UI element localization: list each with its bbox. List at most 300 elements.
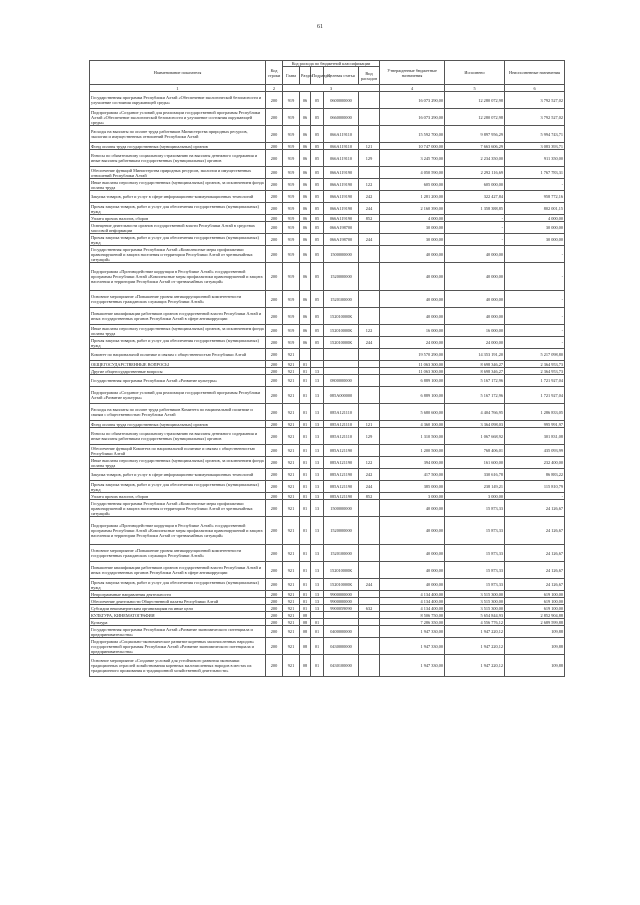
row-expense-type: 122 [359, 325, 380, 337]
row-executed: 12 280 072,98 [445, 92, 505, 109]
table-row [90, 493, 565, 500]
row-target-article: 085A121190 [324, 457, 359, 469]
col-header-approved: Утвержденные бюджетные назначения [380, 61, 445, 85]
row-expense-type [359, 598, 380, 605]
table-row [90, 234, 565, 246]
row-subsection: 01 [311, 638, 324, 655]
row-approved: 394 000,00 [380, 457, 445, 469]
row-expense-type: 244 [359, 203, 380, 215]
row-section: 01 [300, 421, 311, 428]
table-row [90, 215, 565, 222]
row-expense-type [359, 562, 380, 579]
row-section: 06 [300, 308, 311, 325]
row-target-article: 066A119110 [324, 126, 359, 143]
row-line-code: 200 [266, 92, 283, 109]
row-unexecuted: 1 721 927,04 [505, 387, 565, 404]
row-approved: 40 000,00 [380, 308, 445, 325]
row-unexecuted: 4 000,00 [505, 215, 565, 222]
row-expense-type [359, 349, 380, 361]
row-target-article: 085A000000 [324, 387, 359, 404]
table-row [90, 421, 565, 428]
row-unexecuted: 2 364 953,73 [505, 368, 565, 375]
row-chapter: 919 [283, 167, 300, 179]
col-header-line-code: Код строки [266, 61, 283, 85]
row-expense-type [359, 445, 380, 457]
row-name: Повышение квалификации работников органов государственной власти Республики Алтай и иных государственных органов Республики Алтай в сфере антикоррупции [90, 308, 266, 325]
row-section: 06 [300, 143, 311, 150]
row-executed: 40 000,00 [445, 246, 505, 263]
row-executed: 40 000,00 [445, 263, 505, 291]
row-name: Прочая закупка товаров, работ и услуг для обеспечения государственных (муниципальных) нужд [90, 203, 266, 215]
row-name: Прочая закупка товаров, работ и услуг для обеспечения государственных (муниципальных) нужд [90, 579, 266, 591]
row-section: 01 [300, 562, 311, 579]
row-name: Иные выплаты персоналу государственных (муниципальных) органов, за исключением фонда оплаты труда [91, 179, 264, 190]
row-subsection: 13 [311, 421, 324, 428]
row-subsection [311, 361, 324, 368]
row-line-code: 200 [266, 361, 283, 368]
row-subsection: 05 [311, 337, 324, 349]
row-chapter: 919 [283, 150, 300, 167]
row-target-article: 085A121190 [324, 493, 359, 500]
row-line-code: 200 [266, 222, 283, 234]
row-chapter: 921 [283, 605, 300, 612]
row-name: Основное мероприятие «Повышение уровня антикоррупционной компетентности государственных гражданских служащих Республики Алтай» [90, 291, 266, 308]
row-executed: 3 515 300,00 [445, 605, 505, 612]
row-name: КУЛЬТУРА, КИНЕМАТОГРАФИЯ [90, 612, 266, 619]
row-unexecuted: 619 100,00 [505, 598, 565, 605]
row-name: Государственная программа Республики Алтай «Развитие экономического потенциала и предпринимательства» [90, 626, 266, 638]
row-chapter: 921 [283, 545, 300, 562]
row-chapter: 921 [283, 349, 300, 361]
row-target-article: 9900000000 [324, 598, 359, 605]
row-name: Комитет по национальной политике и связям с общественностью Республики Алтай [90, 349, 266, 361]
row-target-article: 1500000000 [324, 500, 359, 517]
table-row [90, 150, 565, 167]
table-row [90, 325, 565, 337]
row-expense-type: 122 [359, 457, 380, 469]
row-unexecuted: 5 994 743,71 [505, 126, 565, 143]
row-section: 06 [300, 92, 311, 109]
row-executed: - [445, 222, 505, 234]
row-expense-type: 244 [359, 579, 380, 591]
row-chapter: 919 [283, 203, 300, 215]
row-line-code: 200 [266, 337, 283, 349]
row-approved: 3 245 700,00 [380, 150, 445, 167]
row-approved: 1 310 500,00 [380, 428, 445, 445]
row-expense-type [359, 517, 380, 545]
row-approved: 5 680 600,00 [380, 404, 445, 421]
table-row [90, 246, 565, 263]
row-target-article: 066A119190 [324, 215, 359, 222]
table-row [90, 481, 565, 493]
table-row [90, 457, 565, 469]
row-expense-type [359, 591, 380, 598]
table-row [90, 368, 565, 375]
col-header-name: Наименование показателя [90, 61, 266, 85]
table-row [90, 562, 565, 579]
row-expense-type [359, 387, 380, 404]
row-unexecuted: 3 083 393,71 [505, 143, 565, 150]
row-subsection: 05 [311, 191, 324, 203]
row-name: Культура [90, 619, 266, 626]
row-expense-type [359, 638, 380, 655]
row-subsection: 13 [311, 500, 324, 517]
row-target-article: 085A121110 [324, 404, 359, 421]
row-approved: 11 063 300,00 [380, 368, 445, 375]
row-executed: 8 698 346,27 [445, 368, 505, 375]
row-executed: 7 663 606,29 [445, 143, 505, 150]
row-name: Закупка товаров, работ и услуг в сфере информационно-коммуникационных технологий [90, 469, 266, 481]
row-unexecuted: - [505, 325, 565, 337]
row-unexecuted: 24 126,67 [505, 517, 565, 545]
row-line-code: 200 [266, 638, 283, 655]
row-approved: 16 000,00 [380, 325, 445, 337]
row-target-article [324, 612, 359, 619]
row-unexecuted: 24 126,67 [505, 579, 565, 591]
table-row [90, 619, 565, 626]
row-section: 08 [300, 626, 311, 638]
row-unexecuted: - [505, 179, 565, 191]
row-expense-type [359, 361, 380, 368]
table-row [90, 167, 565, 179]
row-expense-type [359, 655, 380, 677]
row-approved: 4 050 590,00 [380, 167, 445, 179]
row-approved: 4 134 400,00 [380, 591, 445, 598]
row-line-code: 200 [266, 150, 283, 167]
row-expense-type [359, 404, 380, 421]
row-line-code: 200 [266, 143, 283, 150]
row-expense-type [359, 500, 380, 517]
row-name: Подпрограмма «Создание условий для реализации государственной программы Республики Алтай «Обеспечение экологической безопасности и улучшение состояния окружающей среды» [90, 109, 266, 126]
row-executed: 2 292 116,69 [445, 167, 505, 179]
row-unexecuted: 2 852 904,88 [505, 612, 565, 619]
row-target-article: 066A119190 [324, 203, 359, 215]
row-section: 08 [300, 655, 311, 677]
row-name: Основное мероприятие «Создание условий для устойчивого развития экономики традиционных отраслей хозяйствования коренных малочисленных народов в местах их традиционного проживания и традиционной хозяйственной деятельности» [90, 655, 266, 677]
row-executed: 14 353 191,20 [445, 349, 505, 361]
row-section: 06 [300, 167, 311, 179]
row-chapter: 921 [283, 481, 300, 493]
row-unexecuted: 958 772,16 [505, 191, 565, 203]
row-section: 01 [300, 387, 311, 404]
row-expense-type [359, 291, 380, 308]
table-row [90, 579, 565, 591]
col-header-target-article: Целевая статья [324, 67, 359, 85]
row-expense-type [359, 545, 380, 562]
row-executed: - [445, 215, 505, 222]
row-approved: 40 000,00 [380, 291, 445, 308]
row-executed: 1 947 220,12 [445, 626, 505, 638]
row-executed: 12 280 072,98 [445, 109, 505, 126]
table-row [90, 517, 565, 545]
row-approved: 7 286 350,00 [380, 619, 445, 626]
row-executed: 4 404 766,95 [445, 404, 505, 421]
row-name: Непрограммные направления деятельности [90, 591, 266, 598]
row-name: Обеспечение деятельности Общественной палаты Республики Алтай [90, 598, 266, 605]
row-subsection: 05 [311, 150, 324, 167]
row-expense-type: 244 [359, 481, 380, 493]
idx-6: 6 [505, 85, 565, 92]
row-section: 06 [300, 150, 311, 167]
row-executed: 40 000,00 [445, 291, 505, 308]
row-section: 06 [300, 246, 311, 263]
row-subsection: 13 [311, 457, 324, 469]
column-index-row [90, 85, 565, 92]
row-expense-type: 242 [359, 469, 380, 481]
table-row [90, 92, 565, 109]
row-name: Повышение квалификации работников органов государственной власти Республики Алтай и иных государственных органов Республики Алтай в сфере антикоррупции [90, 562, 266, 579]
row-chapter: 921 [283, 591, 300, 598]
row-chapter: 921 [283, 517, 300, 545]
row-expense-type [359, 263, 380, 291]
row-executed: 4 556 776,12 [445, 619, 505, 626]
row-section: 06 [300, 109, 311, 126]
row-target-article: 066A198700 [324, 222, 359, 234]
row-approved: 1 281 200,00 [380, 191, 445, 203]
row-chapter: 921 [283, 612, 300, 619]
row-unexecuted: 1 721 927,04 [505, 375, 565, 387]
row-chapter: 919 [283, 325, 300, 337]
row-approved: 40 000,00 [380, 545, 445, 562]
row-section: 06 [300, 325, 311, 337]
row-subsection: 05 [311, 246, 324, 263]
row-line-code: 200 [266, 655, 283, 677]
row-section: 01 [300, 469, 311, 481]
row-target-article: 1520000000 [324, 517, 359, 545]
row-executed: 1 947 220,12 [445, 655, 505, 677]
row-line-code: 200 [266, 349, 283, 361]
col-header-subsection: Подраздел [311, 67, 324, 85]
row-approved: 605 000,00 [380, 179, 445, 191]
row-section: 08 [300, 638, 311, 655]
row-name: ОБЩЕГОСУДАРСТВЕННЫЕ ВОПРОСЫ [90, 361, 266, 368]
row-subsection: 13 [311, 517, 324, 545]
row-unexecuted: 2 364 953,73 [505, 361, 565, 368]
table-row [90, 179, 565, 191]
row-subsection: 05 [311, 179, 324, 191]
row-name: Закупка товаров, работ и услуг в сфере информационно-коммуникационных технологий [90, 191, 266, 203]
row-chapter: 921 [283, 638, 300, 655]
row-section: 01 [300, 591, 311, 598]
row-approved: 40 000,00 [380, 500, 445, 517]
row-subsection: 13 [311, 368, 324, 375]
row-subsection: 05 [311, 308, 324, 325]
table-row [90, 349, 565, 361]
row-target-article: 0800000000 [324, 375, 359, 387]
row-approved: 15 592 700,00 [380, 126, 445, 143]
row-unexecuted: - [505, 493, 565, 500]
row-approved: 11 063 300,00 [380, 361, 445, 368]
row-unexecuted: 109,88 [505, 626, 565, 638]
row-chapter: 919 [283, 246, 300, 263]
row-name: Фонд оплаты труда государственных (муниципальных) органов [90, 143, 266, 150]
row-target-article: 066A119190 [324, 167, 359, 179]
table-row [90, 361, 565, 368]
table-row [90, 598, 565, 605]
table-row [90, 638, 565, 655]
row-target-article: 085A121110 [324, 421, 359, 428]
row-expense-type: 852 [359, 215, 380, 222]
row-chapter: 921 [283, 500, 300, 517]
row-line-code: 200 [266, 445, 283, 457]
row-name: Основное мероприятие «Повышение уровня антикоррупционной компетентности государственных гражданских служащих Республики Алтай» [90, 545, 266, 562]
row-line-code: 200 [266, 481, 283, 493]
row-unexecuted: - [505, 263, 565, 291]
table-row [90, 612, 565, 619]
row-section: 01 [300, 598, 311, 605]
table-row [90, 500, 565, 517]
row-expense-type [359, 246, 380, 263]
row-approved: 3 000,00 [380, 493, 445, 500]
row-expense-type: 242 [359, 191, 380, 203]
row-target-article: 066A119110 [324, 150, 359, 167]
row-chapter: 919 [283, 215, 300, 222]
row-executed: 15 873,33 [445, 545, 505, 562]
row-section: 06 [300, 215, 311, 222]
row-executed: 24 000,00 [445, 337, 505, 349]
table-row [90, 605, 565, 612]
row-unexecuted: 435 093,99 [505, 445, 565, 457]
row-chapter: 921 [283, 361, 300, 368]
row-section: 01 [300, 545, 311, 562]
row-line-code: 200 [266, 368, 283, 375]
row-name: Взносы по обязательному социальному страхованию на выплаты денежного содержания и иные выплаты работникам государственных (муниципальных) органов [90, 150, 266, 167]
row-subsection: 01 [311, 626, 324, 638]
row-section: 06 [300, 222, 311, 234]
row-approved: 10 747 000,00 [380, 143, 445, 150]
row-subsection: 13 [311, 428, 324, 445]
row-executed: 1 947 220,12 [445, 638, 505, 655]
table-row [90, 109, 565, 126]
row-target-article: 152010000К [324, 325, 359, 337]
row-chapter: 921 [283, 626, 300, 638]
row-name: Расходы на выплаты по оплате труда работников Министерства природных ресурсов, экологии и имущественных отношений Республики Алтай [90, 126, 266, 143]
row-approved: 4 000,00 [380, 215, 445, 222]
row-chapter: 919 [283, 263, 300, 291]
row-approved: 1 200 500,00 [380, 445, 445, 457]
table-row [90, 203, 565, 215]
row-expense-type [359, 167, 380, 179]
row-executed: 16 000,00 [445, 325, 505, 337]
row-section: 08 [300, 612, 311, 619]
row-subsection: 13 [311, 387, 324, 404]
row-executed: 3 000,00 [445, 493, 505, 500]
row-name: Подпрограмма «Противодействие коррупции в Республике Алтай» государственной программы Республики Алтай «Комплексные меры профилактики правонарушений и защита населения и территории Республики Алтай от чрезвычайных ситуаций» [90, 263, 266, 291]
row-chapter: 919 [283, 222, 300, 234]
row-unexecuted: 232 400,00 [505, 457, 565, 469]
row-line-code: 200 [266, 179, 283, 191]
row-expense-type: 129 [359, 428, 380, 445]
row-line-code: 200 [266, 517, 283, 545]
row-approved: 6 889 100,00 [380, 375, 445, 387]
row-name: Иные выплаты персоналу государственных (муниципальных) органов, за исключением фонда оплаты труда [91, 325, 264, 336]
row-line-code: 200 [266, 619, 283, 626]
row-subsection: 05 [311, 222, 324, 234]
row-approved: 1 947 330,00 [380, 638, 445, 655]
row-executed: 40 000,00 [445, 308, 505, 325]
row-expense-type [359, 626, 380, 638]
row-line-code: 200 [266, 598, 283, 605]
row-section: 01 [300, 445, 311, 457]
row-chapter: 919 [283, 92, 300, 109]
row-expense-type: 852 [359, 493, 380, 500]
row-target-article: 085A121190 [324, 481, 359, 493]
row-subsection: 05 [311, 215, 324, 222]
row-line-code: 200 [266, 591, 283, 598]
row-line-code: 200 [266, 626, 283, 638]
row-chapter: 919 [283, 308, 300, 325]
row-expense-type [359, 612, 380, 619]
row-subsection: 05 [311, 167, 324, 179]
idx-2: 2 [266, 85, 283, 92]
table-row [90, 545, 565, 562]
row-name: Другие общегосударственные вопросы [90, 368, 266, 375]
row-executed: 15 873,33 [445, 579, 505, 591]
row-approved: 1 947 330,00 [380, 626, 445, 638]
row-unexecuted: 109,88 [505, 638, 565, 655]
row-subsection: 05 [311, 234, 324, 246]
row-line-code: 200 [266, 109, 283, 126]
row-target-article: 066A119190 [324, 179, 359, 191]
row-expense-type: 632 [359, 605, 380, 612]
row-subsection: 05 [311, 203, 324, 215]
table-row [90, 375, 565, 387]
row-unexecuted: 5 217 098,80 [505, 349, 565, 361]
row-line-code: 200 [266, 579, 283, 591]
row-expense-type [359, 308, 380, 325]
row-unexecuted: 995 991,97 [505, 421, 565, 428]
row-target-article [324, 368, 359, 375]
row-name: Государственная программа Республики Алтай «Развитие культуры» [90, 375, 266, 387]
row-approved: 30 000,00 [380, 234, 445, 246]
row-unexecuted: 1 767 783,31 [505, 167, 565, 179]
row-name: Прочая закупка товаров, работ и услуг для обеспечения государственных (муниципальных) нужд [90, 234, 266, 246]
row-target-article: 066A119110 [324, 143, 359, 150]
table-row [90, 143, 565, 150]
table-row [90, 404, 565, 421]
row-target-article: 152010000К [324, 562, 359, 579]
col-header-expense-type: Вид расходов [359, 67, 380, 85]
row-approved: 1 947 330,00 [380, 655, 445, 677]
row-section: 01 [300, 481, 311, 493]
row-expense-type [359, 375, 380, 387]
row-line-code: 200 [266, 562, 283, 579]
row-unexecuted: 24 126,67 [505, 545, 565, 562]
table-row [90, 291, 565, 308]
row-unexecuted: 619 100,00 [505, 591, 565, 598]
row-unexecuted: 24 126,67 [505, 562, 565, 579]
row-line-code: 200 [266, 375, 283, 387]
row-approved: 40 000,00 [380, 246, 445, 263]
row-subsection: 13 [311, 493, 324, 500]
col-header-executed: Исполнено [445, 61, 505, 85]
row-line-code: 200 [266, 325, 283, 337]
row-approved: 40 000,00 [380, 517, 445, 545]
row-section [300, 349, 311, 361]
row-line-code: 200 [266, 404, 283, 421]
row-section: 06 [300, 191, 311, 203]
row-target-article: 1520000000 [324, 263, 359, 291]
row-name: Уплата прочих налогов, сборов [90, 493, 266, 500]
row-executed: 5 167 172,96 [445, 375, 505, 387]
row-unexecuted: 3 792 527,02 [505, 109, 565, 126]
row-expense-type: 122 [359, 179, 380, 191]
row-target-article: 1520100000 [324, 291, 359, 308]
row-approved: 417 500,00 [380, 469, 445, 481]
row-section: 06 [300, 234, 311, 246]
row-subsection: 05 [311, 291, 324, 308]
budget-table [89, 60, 565, 677]
